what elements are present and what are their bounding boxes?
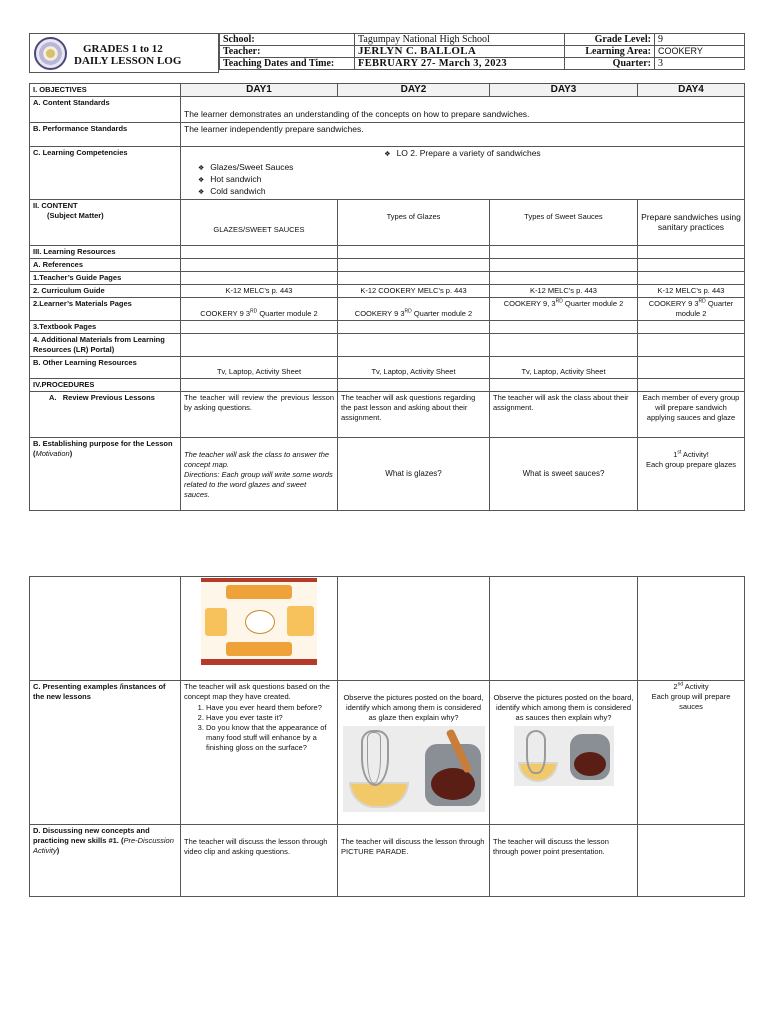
present-day4: 2nd Activity Each group will prepare sauces <box>638 681 745 825</box>
area-label: Learning Area: <box>565 46 655 58</box>
competencies-cell: ❖ LO 2. Prepare a variety of sandwiches ❖ Glazes/Sweet Sauces ❖ Hot sandwich ❖ Cold sandwich <box>181 147 745 200</box>
cg-day3: K-12 MELC’s p. 443 <box>490 285 638 298</box>
cg-day2: K-12 COOKERY MELC’s p. 443 <box>338 285 490 298</box>
competency-item: ❖ Hot sandwich <box>198 174 741 186</box>
concept-map-cell <box>181 577 338 681</box>
review-day4: Each member of every group will prepare sandwich applying sauces and glaze <box>638 392 745 438</box>
purpose-label: B. Establishing purpose for the Lesson (Motivation) <box>30 438 181 511</box>
competency-list <box>198 162 741 198</box>
day3-header: DAY3 <box>490 84 638 97</box>
lm-day4: COOKERY 9 3RD Quarter module 2 <box>638 298 745 321</box>
content-day4: Prepare sandwiches using sanitary practices <box>638 200 745 246</box>
learning-resources-heading: III. Learning Resources <box>30 246 181 259</box>
day4-header: DAY4 <box>638 84 745 97</box>
quarter-value: 3 <box>655 58 745 70</box>
cg-day1: K-12 MELC’s p. 443 <box>181 285 338 298</box>
lm-day3: COOKERY 9, 3RD Quarter module 2 <box>490 298 638 321</box>
area-value: COOKERY <box>655 46 745 58</box>
references-label: A. References <box>30 259 181 272</box>
other-day2: Tv, Laptop, Activity Sheet <box>338 357 490 379</box>
title-line-1: GRADES 1 to 12 <box>83 43 163 55</box>
purpose-day2: What is glazes? <box>338 438 490 511</box>
question-item: 2. Have you ever taste it? <box>206 713 334 723</box>
content-day3: Types of Sweet Sauces <box>490 200 638 246</box>
discussing-label: D. Discussing new concepts and practicing new skills #1. (Pre-Discussion Activity) <box>30 825 181 897</box>
header-info-table <box>219 33 745 70</box>
competency-lo: LO 2. Prepare a variety of sandwiches <box>396 148 541 158</box>
learners-materials-label: 2.Learner’s Materials Pages <box>30 298 181 321</box>
purpose-day3: What is sweet sauces? <box>490 438 638 511</box>
question-item: 1. Have you ever heard them before? <box>206 703 334 713</box>
performance-standards-text: The learner independently prepare sandwiches. <box>181 123 745 147</box>
presenting-label: C. Presenting examples /instances of the new lessons <box>30 681 181 825</box>
purpose-day1: The teacher will ask the class to answer the concept map. Directions: Each group will write some words related to the word glazes and sweet sauces. <box>181 438 338 511</box>
review-day1: The teacher will review the previous lesson by asking questions. <box>181 392 338 438</box>
content-day2: Types of Glazes <box>338 200 490 246</box>
title-line-2: DAILY LESSON LOG <box>74 55 182 67</box>
log-title <box>74 43 181 67</box>
deped-seal-logo <box>34 37 67 70</box>
present-day3: Observe the pictures posted on the board, identify which among them is considered as sauces then explain why? <box>490 681 638 825</box>
textbook-label: 3.Textbook Pages <box>30 321 181 334</box>
subject-matter-label: (Subject Matter) <box>47 211 104 220</box>
dates-value: FEBRUARY 27- March 3, 2023 <box>355 58 565 70</box>
discuss-day2: The teacher will discuss the lesson through PICTURE PARADE. <box>338 825 490 897</box>
present-questions <box>194 703 334 753</box>
quarter-label: Quarter: <box>565 58 655 70</box>
lesson-log-table <box>29 83 745 511</box>
content-standards-text: The learner demonstrates an understanding of the concepts on how to prepare sandwiches. <box>181 97 745 123</box>
procedures-heading: IV.PROCEDURES <box>30 379 181 392</box>
competency-item: ❖ Glazes/Sweet Sauces <box>198 162 741 174</box>
question-item: 3. Do you know that the appearance of many food stuff will enhance by a finishing gloss on the surface? <box>206 723 334 753</box>
day2-header: DAY2 <box>338 84 490 97</box>
review-label: A. Review Previous Lessons <box>30 392 181 438</box>
school-value: Tagumpay National High School <box>355 34 565 46</box>
review-day3: The teacher will ask the class about their assignment. <box>490 392 638 438</box>
concept-map-image <box>201 578 317 665</box>
present-day2: Observe the pictures posted on the board, identify which among them is considered as glaze then explain why? <box>338 681 490 825</box>
header-logo-block <box>29 33 219 73</box>
teacher-value: JERLYN C. BALLOLA <box>355 46 565 58</box>
other-day3: Tv, Laptop, Activity Sheet <box>490 357 638 379</box>
purpose-day4: 1st Activity! Each group prepare glazes <box>638 438 745 511</box>
competency-item: ❖ Cold sandwich <box>198 186 741 198</box>
discuss-day1: The teacher will discuss the lesson through video clip and asking questions. <box>181 825 338 897</box>
grade-value: 9 <box>655 34 745 46</box>
content-day1: GLAZES/SWEET SAUCES <box>181 200 338 246</box>
competencies-label: C. Learning Competencies <box>30 147 181 200</box>
teacher-label: Teacher: <box>220 46 355 58</box>
additional-materials-label: 4. Additional Materials from Learning Resources (LR) Portal) <box>30 334 181 357</box>
cg-day4: K-12 MELC’s p. 443 <box>638 285 745 298</box>
objectives-heading: I. OBJECTIVES <box>30 84 181 97</box>
content-standards-label: A. Content Standards <box>30 97 181 123</box>
review-day2: The teacher will ask questions regarding the past lesson and asking about their assignment. <box>338 392 490 438</box>
content-heading <box>30 200 181 246</box>
content-label: II. CONTENT <box>33 201 78 210</box>
dates-label: Teaching Dates and Time: <box>220 58 355 70</box>
lm-day1: COOKERY 9 3RD Quarter module 2 <box>181 298 338 321</box>
performance-standards-label: B. Performance Standards <box>30 123 181 147</box>
school-label: School: <box>220 34 355 46</box>
grade-label: Grade Level: <box>565 34 655 46</box>
other-day1: Tv, Laptop, Activity Sheet <box>181 357 338 379</box>
glaze-sauce-photo-small <box>514 726 614 786</box>
other-resources-label: B. Other Learning Resources <box>30 357 181 379</box>
discuss-day3: The teacher will discuss the lesson through power point presentation. <box>490 825 638 897</box>
day1-header: DAY1 <box>181 84 338 97</box>
lm-day2: COOKERY 9 3RD Quarter module 2 <box>338 298 490 321</box>
teachers-guide-label: 1.Teacher’s Guide Pages <box>30 272 181 285</box>
lesson-log-table-continued <box>29 576 745 897</box>
curriculum-guide-label: 2. Curriculum Guide <box>30 285 181 298</box>
present-day1: The teacher will ask questions based on the concept map they have created. 1. Have you ever heard them before? 2. Have you ever taste it? 3. Do you know that the appearance of many food stuff will enhance by a finishing gloss on the surface? <box>181 681 338 825</box>
glaze-sauce-photo <box>343 726 485 812</box>
